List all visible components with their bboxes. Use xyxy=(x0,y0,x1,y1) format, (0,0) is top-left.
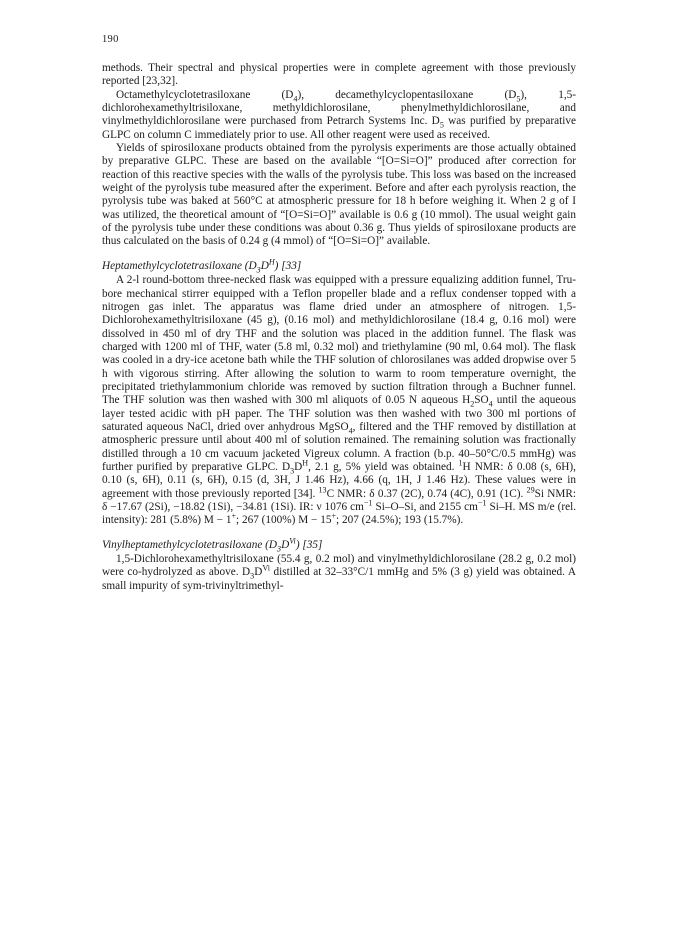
body-paragraph xyxy=(102,274,576,528)
text-run: ) [35] xyxy=(295,538,323,551)
body-paragraph xyxy=(102,62,576,89)
text-run: D xyxy=(281,538,290,551)
section-heading xyxy=(102,257,576,275)
page-number: 190 xyxy=(102,34,119,45)
superscript: Vi xyxy=(262,563,270,573)
superscript: + xyxy=(231,511,237,521)
body-paragraph xyxy=(102,553,576,593)
text-run: Si NMR: δ −17.67 (2Si), −18.82 (1Si), −34.81 (1Si). IR: ν 1076 cm xyxy=(102,487,577,513)
superscript: H xyxy=(302,458,309,468)
superscript: 13 xyxy=(318,484,327,494)
section-heading xyxy=(102,535,576,553)
text-run: Vinylheptamethylcyclotetrasiloxane (D xyxy=(102,538,278,551)
text-run: A 2-l round-bottom three-necked flask was equipped with a pressure equalizing addition funnel, Tru-bore mechanical stirrer equipped with a Teflon propeller blade and a reflux condenser topped with a nitrogen gas inlet. The apparatus was flame dried under an atmosphere of nitrogen. 1,5-Dichlorohexamethyltrisiloxane (45 g), (0.16 mol) and methyldichlorosilane (18.4 g, 0.16 mol) were dissolved in 450 ml of dry THF and the solution was placed in the addition funnel. The flask was charged with 1200 ml of THF, water (5.8 ml, 0.32 mol) and triethylamine (90 ml, 0.64 mol). The flask was cooled in a dry-ice acetone bath while the THF solution of chlorosilanes was added dropwise over 5 h with vigorous stirring. After allowing the solution to warm to room temperature overnight, the precipitated triethylammonium chloride was removed by suction filtration through a Buchner funnel. The THF solution was then washed with 300 ml aliquots of 0.05 N aqueous H xyxy=(102,274,576,407)
subscript: 4 xyxy=(293,93,298,103)
subscript: 4 xyxy=(348,426,353,436)
subscript: 2 xyxy=(470,399,475,409)
text-run: Heptamethylcyclotetrasiloxane (D xyxy=(102,259,257,272)
text-run: ), decamethylcyclopentasiloxane (D xyxy=(297,88,517,101)
text-run: until the aqueous layer tested acidic with pH paper. The THF solution was then washed with two 300 ml portions of saturated aqueous NaCl, dried over anhydrous MgSO xyxy=(102,394,576,433)
subscript: 3 xyxy=(256,265,261,275)
article-body xyxy=(102,62,576,593)
superscript: H xyxy=(268,257,275,267)
subscript: 3 xyxy=(250,571,255,581)
body-paragraph xyxy=(102,89,576,142)
text-run: ; 207 (24.5%); 193 (15.7%). xyxy=(336,514,464,527)
body-paragraph xyxy=(102,142,576,249)
superscript: 1 xyxy=(458,458,463,468)
text-run: Si–O–Si, and 2155 cm xyxy=(372,501,478,513)
subscript: 3 xyxy=(277,543,282,553)
text-run: Yields of spirosiloxane products obtained from the pyrolysis experiments are those actually obtained by preparative GLPC. These are based on the available “[O=Si=O]” produced after correction for reaction of this reactive species with the walls of the pyrolysis tube. This loss was based on the increased weight of the pyrolysis tube measured after the experiment. Before and after each pyrolysis reaction, the pyrolysis tube was baked at 560°C at atmospheric pressure for 18 h before weighing it. When 2 g of I was utilized, the theoretical amount of “[O=Si=O]” available is 0.6 g (10 mmol). The usual weight gain of the pyrolysis tube under these conditions was about 0.36 g. Thus yields of spirosiloxane products are thus calculated on the basis of 0.24 g (4 mmol) of “[O=Si=O]” available. xyxy=(102,142,576,248)
superscript: −1 xyxy=(363,498,373,508)
text-run: was purified by preparative GLPC on column C immediately prior to use. All other reagent were used as received. xyxy=(102,115,576,141)
text-run: distilled at 32–33°C/1 mmHg and 5% (3 g) yield was obtained. A small impurity of sym-trivinyltrimethyl- xyxy=(102,566,576,592)
subscript: 3 xyxy=(290,466,295,476)
text-run: D xyxy=(254,566,263,579)
superscript: −1 xyxy=(477,498,487,508)
text-run: Si–H. MS m/e (rel. intensity): 281 (5.8%) M − 1 xyxy=(102,501,577,527)
text-run: SO xyxy=(474,394,489,407)
superscript: 29 xyxy=(526,484,535,494)
text-run: ) [33] xyxy=(274,259,302,272)
superscript: + xyxy=(331,511,337,521)
text-run: , 2.1 g, 5% yield was obtained. xyxy=(308,460,459,473)
text-run: ; 267 (100%) M − 15 xyxy=(236,514,332,527)
text-run: D xyxy=(294,460,303,473)
text-run: H NMR: δ 0.08 (s, 6H), 0.10 (s, 6H), 0.11 (s, 6H), 0.15 (d, 3H, J 1.46 Hz), 4.66 (q, 1H, J 1.46 Hz). These values were in agreement with those previously reported [34]. xyxy=(102,460,576,500)
subscript: 5 xyxy=(516,93,521,103)
superscript: Vi xyxy=(289,535,296,545)
text-run: , filtered and the THF removed by distillation at atmospheric pressure until about 400 ml of solution remained. The remaining solution was fractionally distilled through a 10 cm vacuum jacketed Vigreux column. A fraction (b.p. 40–50°C/0.5 mmHg) was further purified by preparative GLPC. D xyxy=(102,420,576,473)
text-run: Octamethylcyclotetrasiloxane (D xyxy=(116,88,294,101)
subscript: 4 xyxy=(488,399,493,409)
subscript: 5 xyxy=(439,120,444,130)
text-run: ), 1,5-dichlorohexamethyltrisiloxane, methyldichlorosilane, phenylmethyldichlorosilane, and vinylmethyldichlorosilane were purchased from Petrarch Systems Inc. D xyxy=(102,88,576,128)
text-run: methods. Their spectral and physical properties were in complete agreement with those previously reported [23,32]. xyxy=(102,62,576,88)
text-run: C NMR: δ 0.37 (2C), 0.74 (4C), 0.91 (1C). xyxy=(326,487,527,500)
text-run: 1,5-Dichlorohexamethyltrisiloxane (55.4 g, 0.2 mol) and vinylmethyldichlorosilane (28.2 g, 0.2 mol) were co-hydrolyzed as above. D xyxy=(102,553,576,579)
text-run: D xyxy=(260,259,269,272)
